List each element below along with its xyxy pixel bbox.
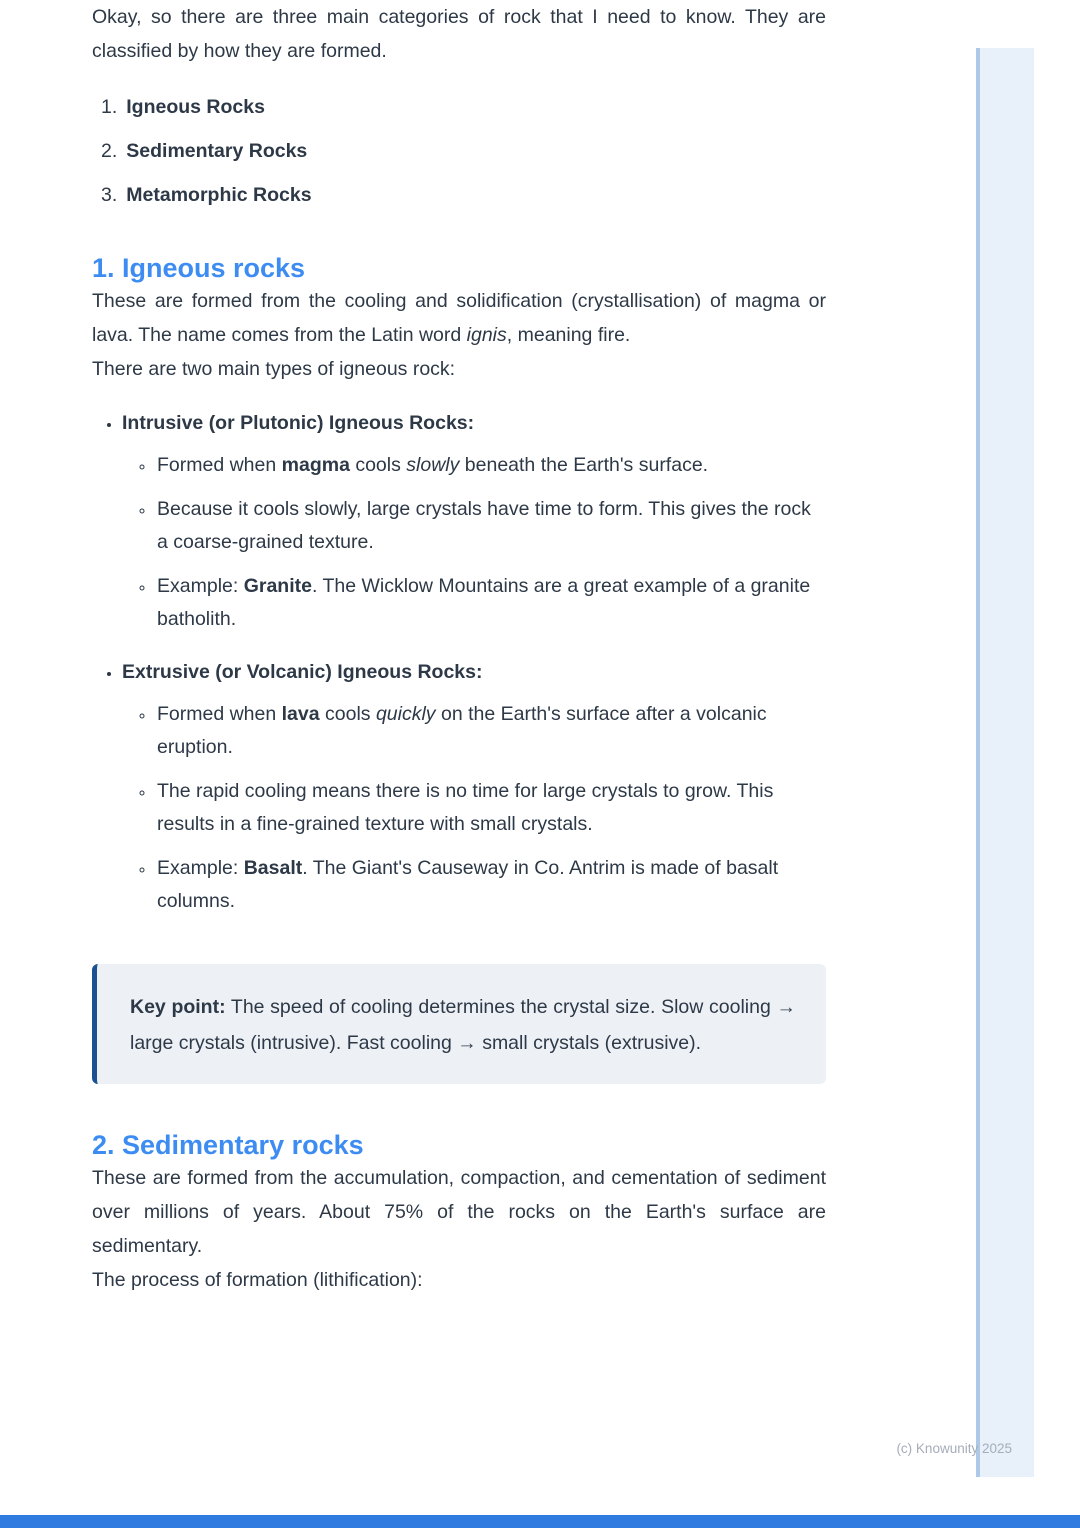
bullet-title: • Intrusive (or Plutonic) Igneous Rocks: <box>122 412 475 434</box>
sub-bullet <box>155 698 826 765</box>
igneous-types-lead: There are two main types of igneous rock: <box>92 358 456 380</box>
section-heading-igneous: 1. Igneous rocks <box>92 253 306 283</box>
extrusive-points <box>122 698 826 919</box>
list-item-label: Sedimentary Rocks <box>126 140 308 162</box>
sub-bullet-text: ◦ Formed when lava cools quickly on the Earth's surface after a volcanic eruption. <box>157 702 767 758</box>
intrusive-points <box>122 449 826 637</box>
list-item <box>101 183 826 207</box>
sub-bullet-text: ◦ Example: Basalt. The Giant's Causeway in Co. Antrim is made of basalt columns. <box>157 856 779 912</box>
document-content <box>92 0 826 1297</box>
bottom-accent-bar <box>0 1515 1080 1528</box>
list-item <box>101 139 826 163</box>
copyright-text: (c) Knowunity 2025 <box>896 1441 1012 1456</box>
bullet-extrusive <box>122 658 826 919</box>
sub-bullet <box>155 775 826 842</box>
list-item-label: Metamorphic Rocks <box>126 184 312 206</box>
sub-bullet-text: ◦ Example: Granite. The Wicklow Mountains are a great example of a granite batholith. <box>157 574 811 630</box>
sub-bullet-text: ◦ Formed when magma cools slowly beneath the Earth's surface. <box>157 454 709 476</box>
igneous-intro-paragraph: These are formed from the cooling and solidification (crystallisation) of magma or lava. The name comes from the Latin word ignis, meaning fire. <box>92 290 826 346</box>
sedimentary-process-lead: The process of formation (lithification): <box>92 1268 423 1291</box>
bullet-title: • Extrusive (or Volcanic) Igneous Rocks: <box>122 660 483 683</box>
rock-category-list <box>92 95 826 207</box>
sub-bullet-text: ◦ The rapid cooling means there is no time for large crystals to grow. This results in a fine-grained texture with small crystals. <box>157 779 774 835</box>
list-item <box>101 95 826 119</box>
sub-bullet <box>155 852 826 919</box>
sedimentary-intro-paragraph: These are formed from the accumulation, compaction, and cementation of sediment over millions of years. About 75% of the rocks on the Earth's surface are sedimentary. <box>92 1166 826 1257</box>
list-item-number: 2. <box>101 140 118 162</box>
key-point-callout <box>92 964 826 1084</box>
section-heading-sedimentary: 2. Sedimentary rocks <box>92 1129 364 1160</box>
list-item-number: 1. <box>101 96 118 118</box>
sub-bullet <box>155 570 826 637</box>
list-item-number: 3. <box>101 184 118 206</box>
list-item-label: Igneous Rocks <box>126 96 265 118</box>
sub-bullet-text: ◦ Because it cools slowly, large crystals have time to form. This gives the rock a coarse-grained texture. <box>157 497 811 553</box>
sub-bullet <box>155 493 826 560</box>
igneous-types-list <box>92 409 826 919</box>
scrollbar-track[interactable] <box>976 48 1034 1477</box>
key-point-text: Key point: The speed of cooling determines the crystal size. Slow cooling → large crystals (intrusive). Fast cooling → small crystals (extrusive). <box>130 995 796 1054</box>
sub-bullet <box>155 449 826 483</box>
bullet-intrusive <box>122 409 826 637</box>
intro-paragraph: Okay, so there are three main categories of rock that I need to know. They are classified by how they are formed. <box>92 6 826 62</box>
